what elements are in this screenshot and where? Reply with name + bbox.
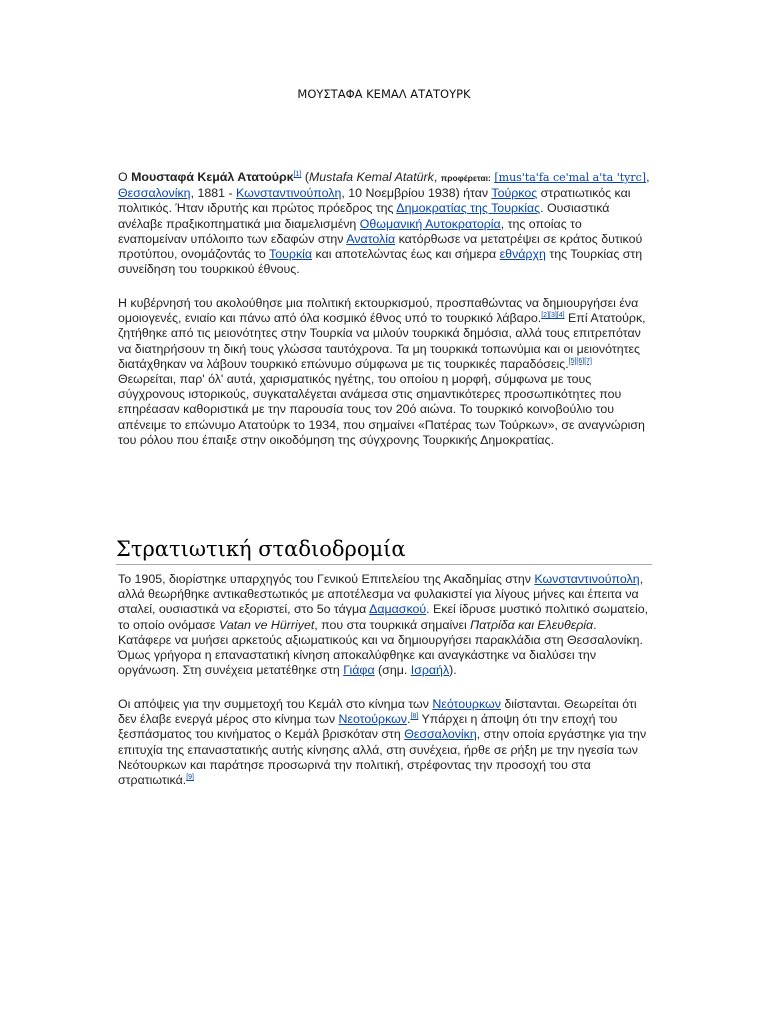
- ref-link-1[interactable]: [1]: [293, 170, 302, 178]
- link-tourkos[interactable]: Τούρκος: [491, 186, 538, 201]
- link-neotourkon[interactable]: Νεότουρκων: [432, 697, 501, 711]
- turkish-name: Mustafa Kemal Atatürk: [308, 170, 434, 184]
- text: Θεωρείται, παρ' όλ' αυτά, χαρισματικός ηγέτης, του οποίου η μορφή, σύμφωνα με τους σύγχρονους ιστορικούς, συγκαταλέγεται ανάμεσα στις σημαντικότερες προσωπικότητες που επηρέασαν καθοριστικά με την παρουσία τους τον 20ό αιώνα. Το τουρκικό κοινοβούλιο του απένειμε το επώνυμο Ατατούρκ το 1934, που σημαίνει «Πατέρας των Τούρκων», σε αναγνώριση του ρόλου που έπαιξε στην οικοδόμηση της σύγχρονης Τουρκικής Δημοκρατίας.: [118, 372, 645, 447]
- text: Το 1905, διορίστηκε υπαρχηγός του Γενικού Επιτελείου της Ακαδημίας στην: [118, 572, 535, 586]
- military-paragraph: [118, 572, 650, 678]
- ref-links-5-7[interactable]: [5][6][7]: [568, 357, 592, 365]
- text: , που στα τουρκικά σημαίνει: [314, 617, 471, 632]
- ipa-link[interactable]: [mus'ta'fa ce'mal a'ta 'tyrc]: [494, 171, 647, 184]
- text: κατόρθωσε να μετατρέψει σε κράτος δυτικού προτύπου, ονομάζοντάς το: [118, 231, 643, 262]
- text: ).: [449, 663, 457, 678]
- link-neotourkon-2[interactable]: Νεοτούρκων: [338, 712, 408, 727]
- text: Ο: [118, 170, 132, 184]
- subject-name: Μουσταφά Κεμάλ Ατατούρκ: [131, 170, 294, 184]
- text: . Εκεί ίδρυσε μυστικό πολιτικό σωματείο, το οποίο ονόμασε: [118, 602, 649, 632]
- text: (: [301, 170, 309, 184]
- text: Οι απόψεις για την συμμετοχή του Κεμάλ στο κίνημα των: [118, 697, 433, 711]
- ref-link-9[interactable]: [9]: [186, 773, 194, 781]
- text: ,: [433, 170, 441, 184]
- text: , 1881 -: [190, 186, 237, 201]
- text: διίστανται. Θεωρείται ότι δεν έλαβε ενεργά μέρος στο κίνημα των: [118, 697, 637, 727]
- text: Επί Ατατούρκ, ζητήθηκε από τις μειονότητες στην Τουρκία να μιλούν τουρκικά δημόσια, αλλά τους επιτρεπόταν να διατηρήσουν τη δική τους γλώσσα ταυτόχρονα. Τα μη τουρκικά τοπωνύμια και οι μειονότητες διατάχθηκαν να λάβουν τουρκικό επώνυμο σύμφωνα με τις τουρκικές παραδόσεις.: [118, 311, 646, 371]
- link-tourkia[interactable]: Τουρκία: [269, 247, 313, 262]
- text: στρατιωτικός και πολιτικός. Ήταν ιδρυτής και πρώτος πρόεδρος της: [118, 186, 631, 216]
- italic-patrida: Πατρίδα και Ελευθερία: [470, 617, 594, 632]
- text: ,: [646, 170, 650, 184]
- link-konstantinoupoli[interactable]: Κωνσταντινούπολη: [236, 186, 342, 201]
- text: (σημ.: [374, 663, 411, 678]
- text: Υπάρχει η άποψη ότι την εποχή του ξεσπάσματος του κινήματος ο Κεμάλ βρισκόταν στη: [118, 712, 618, 742]
- text: και αποτελώντας έως και σήμερα: [312, 247, 500, 262]
- link-damaskos[interactable]: Δαμασκού: [369, 602, 427, 617]
- text: , 10 Νοεμβρίου 1938) ήταν: [341, 186, 492, 201]
- policy-paragraph: [118, 296, 650, 448]
- link-anatolia[interactable]: Ανατολία: [346, 231, 396, 246]
- text: . Ουσιαστικά ανέλαβε πραξικοπηματικά μια διαμελισμένη: [118, 201, 610, 231]
- document-title: ΜΟΥΣΤΑΦΑ ΚΕΜΑΛ ΑΤΑΤΟΥΡΚ: [297, 87, 471, 101]
- text: της Τουρκίας στη συνείδηση του τουρκικού έθνους.: [118, 247, 643, 277]
- pronunciation-label: προφέρεται:: [440, 173, 491, 183]
- link-ethnarchi[interactable]: εθνάρχη: [499, 247, 546, 262]
- italic-vatan: Vatan ve Hürriyet: [219, 617, 315, 632]
- ref-links-2-4[interactable]: [2][3][4]: [541, 312, 565, 320]
- link-dimokratia-tourkias[interactable]: Δημοκρατίας της Τουρκίας: [396, 201, 541, 216]
- link-konstantinoupoli[interactable]: Κωνσταντινούπολη: [534, 572, 640, 586]
- link-othomaniki-autokratoria[interactable]: Οθωμανική Αυτοκρατορία: [359, 216, 501, 231]
- young-turks-paragraph: [118, 697, 650, 788]
- intro-paragraph: [118, 170, 650, 277]
- text: . Κατάφερε να μυήσει αρκετούς αξιωματικούς και να δημιουργήσει παρακλάδια στη Θεσσαλονίκη. Όμως γρήγορα η επαναστατική κίνηση αποκαλύφθηκε και αναγκάστηκε να διαλύσει την οργάνωση. Στη συνέχεια μετατέθηκε στη: [118, 617, 643, 678]
- link-thessaloniki[interactable]: Θεσσαλονίκη: [404, 727, 477, 742]
- section-heading: Στρατιωτική σταδιοδρομία: [116, 536, 652, 565]
- link-israil[interactable]: Ισραήλ: [410, 663, 450, 678]
- text: , αλλά θεωρήθηκε αντικαθεστωτικός με αποτέλεσμα να φυλακιστεί για λίγους μήνες και έπειτα να σταλεί, ουσιαστικά να εξοριστεί, στο 5ο τάγμα: [118, 572, 644, 617]
- text: , της οποίας το εναπομείναν υπόλοιπο των εδαφών στην: [118, 216, 582, 246]
- text: , στην οποία εργάστηκε για την επιτυχία της επαναστατικής αυτής κίνησης αλλά, στη συνέχεια, ήρθε σε ρήξη με την ηγεσία των Νεότουρκων και παράτησε προσωρινά την πολιτική, στρέφοντας την προσοχή του στα στρατιωτικά.: [118, 727, 647, 788]
- text: .: [407, 712, 411, 727]
- link-thessaloniki[interactable]: Θεσσαλονίκη: [118, 186, 191, 201]
- ref-link-8[interactable]: [8]: [410, 713, 419, 721]
- text: Η κυβέρνησή του ακολούθησε μια πολιτική εκτουρκισμού, προσπαθώντας να δημιουργήσει ένα ομοιογενές, ενιαίο και πάνω από όλα κοσμικό έθνος υπό το τουρκικό λάβαρο.: [118, 296, 639, 326]
- link-giafa[interactable]: Γιάφα: [343, 663, 375, 678]
